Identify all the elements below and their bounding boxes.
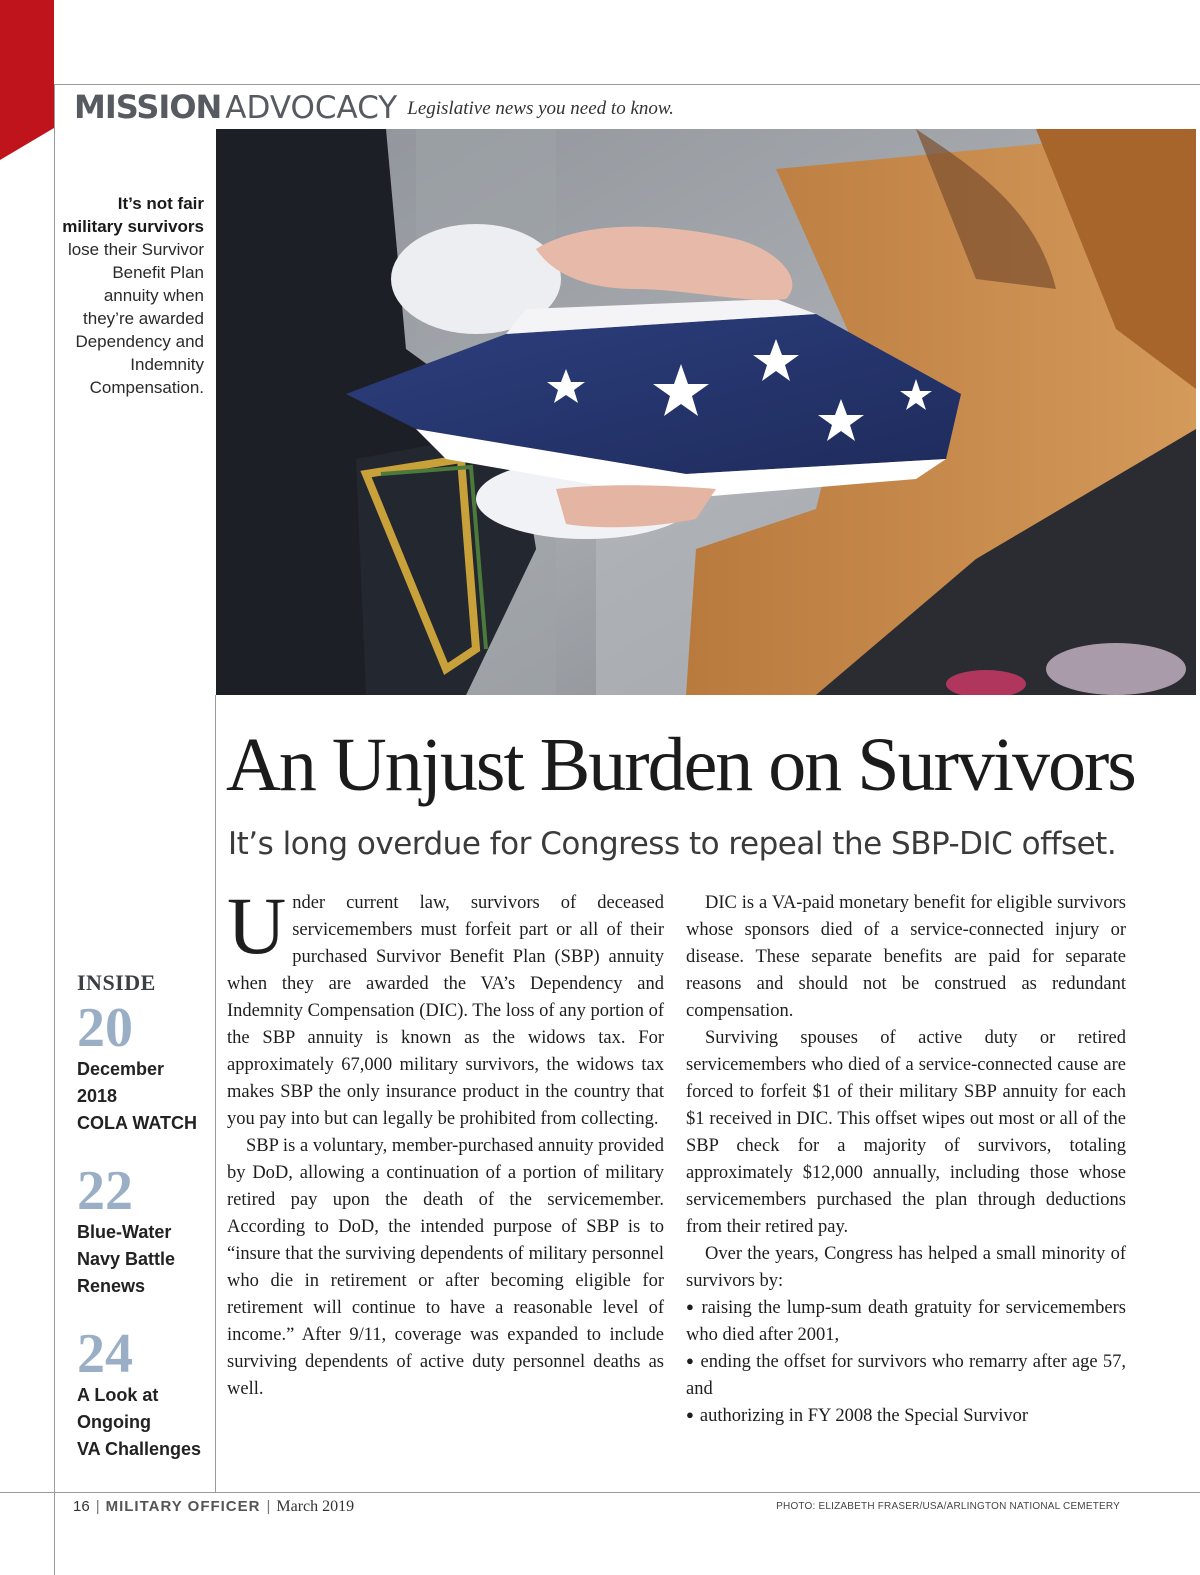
body-paragraph: Over the years, Congress has helped a small minority of survivors by: <box>686 1244 1126 1291</box>
sidebar-divider <box>215 695 216 1492</box>
paragraph-text: nder current law, survivors of deceased servicemembers must forfeit part or all of their purchased Survivor Benefit Plan (SBP) annuity when they are awarded the VA’s Dependency and Indemnity Compensation (DIC). The loss of any portion of the SBP annuity is known as the widows tax. For approximately 67,000 military survivors, the widows tax makes SBP the only insurance product in the country that you pay into but can legally be prohibited from collecting. <box>227 893 664 1129</box>
footer-separator: | <box>95 1498 100 1515</box>
photo-credit: PHOTO: ELIZABETH FRASER/USA/ARLINGTON NATIONAL CEMETERY <box>776 1501 1120 1512</box>
body-paragraph <box>227 880 664 1133</box>
section-header <box>74 88 674 128</box>
article-title: An Unjust Burden on Survivors <box>226 723 1135 807</box>
inside-line: Navy Battle <box>77 1249 176 1269</box>
left-vertical-rule <box>54 84 55 1575</box>
inside-line: A Look at <box>77 1385 159 1405</box>
page-number: 16 <box>73 1498 90 1515</box>
section-tagline: Legislative news you need to know. <box>407 98 674 119</box>
bullet-list <box>686 1295 1126 1430</box>
section-name-bold: MISSION <box>74 88 222 126</box>
inside-label: INSIDE <box>77 970 156 995</box>
pull-quote-text: lose their Survivor Benefit Plan annuity when they’re awarded Dependency and Indemnity Compensation. <box>67 240 204 397</box>
inside-line: Renews <box>77 1276 146 1296</box>
issue-date: March 2019 <box>276 1498 355 1515</box>
pull-quote-bold: It’s not fair military survivors <box>62 194 204 236</box>
top-rule <box>54 84 1200 85</box>
section-name-light: ADVOCACY <box>225 90 398 126</box>
article-subtitle: It’s long overdue for Congress to repeal the SBP-DIC offset. <box>228 826 1117 862</box>
body-paragraph: SBP is a voluntary, member-purchased annuity provided by DoD, allowing a continuation of a portion of military retired pay upon the death of the servicemember. According to DoD, the intended purpose of SBP is to “insure that the surviving dependents of military personnel who die in retirement or after becoming eligible for retirement will continue to have a reasonable level of income.” After 9/11, coverage was expanded to include surviving dependents of active duty personnel deaths as well. <box>227 1136 664 1399</box>
inside-item[interactable] <box>77 1323 212 1463</box>
inside-item[interactable] <box>77 997 212 1137</box>
flag-presentation-photo <box>216 129 1196 695</box>
inside-sidebar <box>77 970 212 1463</box>
magazine-name: MILITARY OFFICER <box>105 1498 261 1515</box>
inside-line: Ongoing <box>77 1412 151 1432</box>
inside-line: COLA WATCH <box>77 1113 197 1133</box>
body-paragraph: Surviving spouses of active duty or retired servicemembers who died of a service-connected cause are forced to forfeit $1 of their military SBP annuity for each $1 received in DIC. This offset wipes out most or all of the SBP check for a majority of survivors, totaling approximately $12,000 annually, including those whose servicemembers purchased the plan through deductions from their retired pay. <box>686 1028 1126 1237</box>
bullet-item: ● authorizing in FY 2008 the Special Survivor <box>686 1403 1126 1430</box>
inside-line: December <box>77 1059 165 1079</box>
inside-line: 2018 <box>77 1086 118 1106</box>
body-paragraph: DIC is a VA-paid monetary benefit for eligible survivors whose sponsors died of a service-connected injury or disease. These separate benefits are paid for separate reasons and should not be construed as redundant compensation. <box>686 893 1126 1021</box>
inside-page-number: 20 <box>77 997 133 1059</box>
bullet-item: ● ending the offset for survivors who remarry after age 57, and <box>686 1349 1126 1403</box>
inside-page-number: 22 <box>77 1160 133 1222</box>
inside-item-title <box>77 1382 212 1463</box>
inside-item-title <box>77 1056 212 1137</box>
inside-item[interactable] <box>77 1160 212 1300</box>
inside-line: Blue-Water <box>77 1222 172 1242</box>
article-column-1 <box>227 880 664 1403</box>
page-footer <box>73 1498 354 1516</box>
inside-item-title <box>77 1219 212 1300</box>
bottom-rule <box>0 1492 1200 1493</box>
pull-quote <box>62 192 204 399</box>
red-corner-tab <box>0 0 54 160</box>
article-column-2 <box>686 890 1126 1430</box>
drop-cap: U <box>227 880 287 971</box>
footer-separator: | <box>266 1498 271 1515</box>
inside-page-number: 24 <box>77 1323 133 1385</box>
bullet-item: ● raising the lump-sum death gratuity for servicemembers who died after 2001, <box>686 1295 1126 1349</box>
inside-line: VA Challenges <box>77 1439 202 1459</box>
